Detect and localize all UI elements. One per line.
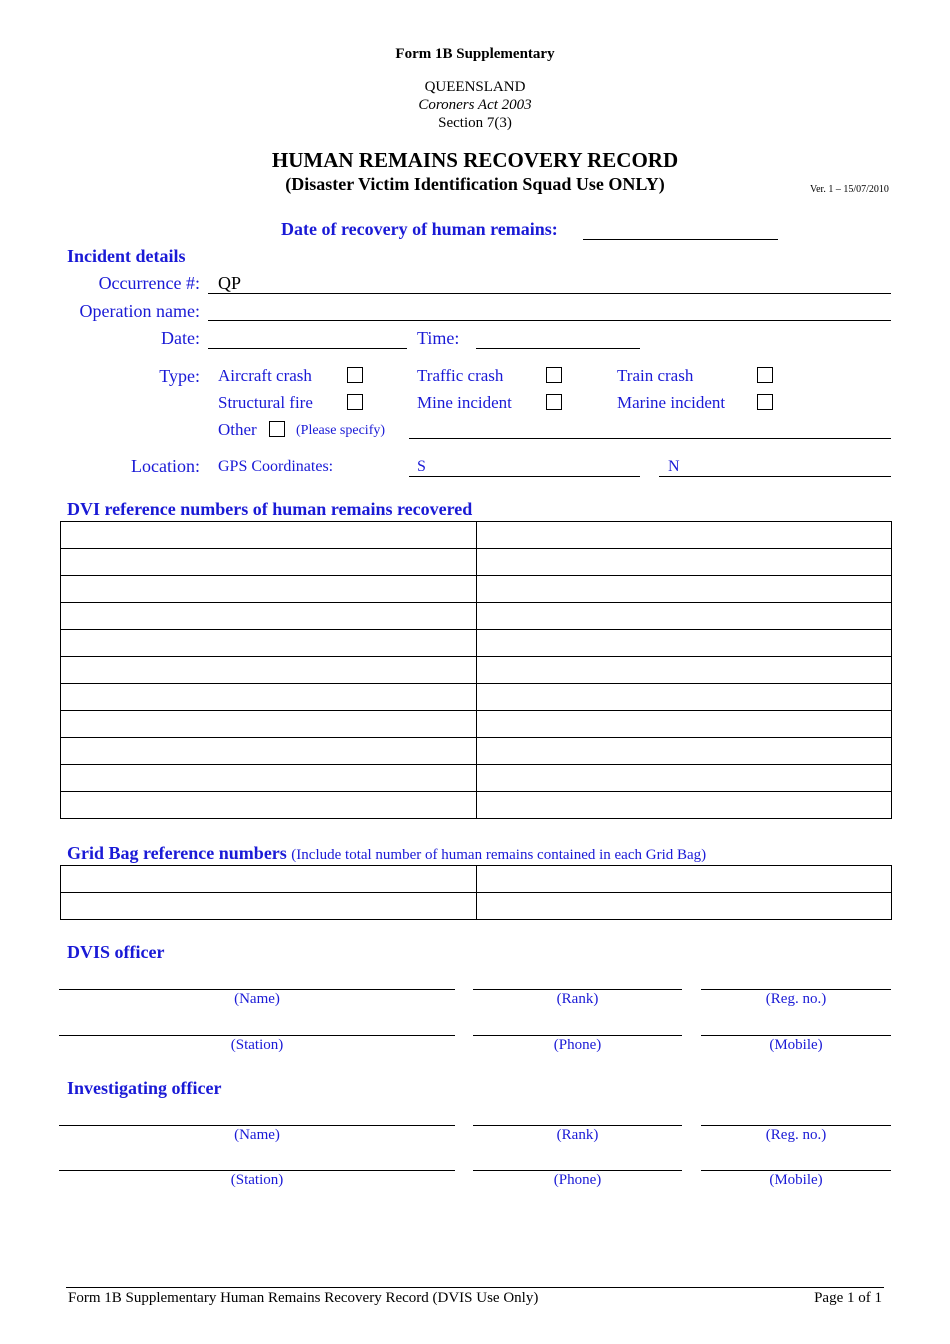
- grid-bag-row: [61, 893, 892, 920]
- type-aircraft-checkbox[interactable]: [347, 367, 363, 383]
- incident-details-heading: Incident details: [67, 246, 186, 266]
- gps-label: GPS Coordinates:: [218, 458, 334, 475]
- type-other-checkbox[interactable]: [269, 421, 285, 437]
- dvi-ref-row: [61, 630, 892, 657]
- dvi-ref-row: [61, 765, 892, 792]
- dvi-ref-cell[interactable]: [61, 738, 477, 765]
- type-marine-label: Marine incident: [617, 393, 726, 412]
- dvi-ref-cell[interactable]: [476, 522, 892, 549]
- section: Section 7(3): [438, 115, 512, 131]
- inv-rank-field[interactable]: [473, 1125, 682, 1126]
- footer-rule: [66, 1287, 884, 1288]
- dvi-ref-row: [61, 684, 892, 711]
- dvi-ref-row: [61, 657, 892, 684]
- date-label: Date:: [161, 328, 200, 348]
- dvi-ref-row: [61, 522, 892, 549]
- dvi-refs-table: [60, 521, 892, 819]
- grid-bag-heading: Grid Bag reference numbers: [67, 843, 287, 863]
- gps-n-field[interactable]: [659, 476, 891, 477]
- version-label: Ver. 1 – 15/07/2010: [810, 184, 889, 195]
- type-other-field[interactable]: [409, 438, 891, 439]
- page-subtitle: (Disaster Victim Identification Squad Use ONLY): [285, 174, 665, 194]
- dvi-ref-row: [61, 576, 892, 603]
- inv-mobile-caption: (Mobile): [769, 1172, 823, 1188]
- page-title: HUMAN REMAINS RECOVERY RECORD: [271, 148, 679, 172]
- dvi-ref-cell[interactable]: [61, 792, 477, 819]
- dvi-ref-cell[interactable]: [476, 711, 892, 738]
- form-id: Form 1B Supplementary: [395, 46, 555, 62]
- dvi-ref-cell[interactable]: [61, 549, 477, 576]
- dvis-phone-field[interactable]: [473, 1035, 682, 1036]
- inv-phone-caption: (Phone): [553, 1172, 602, 1188]
- dvis-rank-caption: (Rank): [556, 991, 599, 1007]
- inv-reg-field[interactable]: [701, 1125, 891, 1126]
- type-structural-label: Structural fire: [218, 393, 313, 412]
- type-label: Type:: [159, 366, 200, 386]
- dvis-mobile-field[interactable]: [701, 1035, 891, 1036]
- dvi-ref-row: [61, 603, 892, 630]
- inv-station-field[interactable]: [59, 1170, 455, 1171]
- dvis-phone-caption: (Phone): [553, 1037, 602, 1053]
- type-other-note: (Please specify): [296, 423, 386, 438]
- dvis-reg-field[interactable]: [701, 989, 891, 990]
- incident-date-field[interactable]: [208, 348, 407, 349]
- grid-bag-heading-line: [67, 843, 706, 864]
- operation-field[interactable]: [208, 320, 891, 321]
- inv-reg-caption: (Reg. no.): [765, 1127, 827, 1143]
- dvi-ref-cell[interactable]: [476, 603, 892, 630]
- type-traffic-checkbox[interactable]: [546, 367, 562, 383]
- dvi-refs-heading: DVI reference numbers of human remains recovered: [67, 499, 473, 519]
- grid-bag-row: [61, 866, 892, 893]
- inv-rank-caption: (Rank): [556, 1127, 599, 1143]
- investigating-officer-heading: Investigating officer: [67, 1078, 222, 1098]
- dvi-ref-cell[interactable]: [476, 630, 892, 657]
- dvi-ref-row: [61, 792, 892, 819]
- dvis-officer-heading: DVIS officer: [67, 942, 165, 962]
- dvis-mobile-caption: (Mobile): [769, 1037, 823, 1053]
- occurrence-prefix: QP: [218, 273, 242, 293]
- dvi-ref-row: [61, 549, 892, 576]
- recovery-date-field[interactable]: [583, 239, 778, 240]
- dvis-rank-field[interactable]: [473, 989, 682, 990]
- type-mine-label: Mine incident: [417, 393, 512, 412]
- grid-bag-cell[interactable]: [476, 893, 892, 920]
- dvi-ref-row: [61, 738, 892, 765]
- dvis-station-field[interactable]: [59, 1035, 455, 1036]
- dvi-ref-cell[interactable]: [61, 603, 477, 630]
- dvi-ref-cell[interactable]: [476, 765, 892, 792]
- time-label: Time:: [417, 328, 460, 348]
- dvi-ref-cell[interactable]: [61, 684, 477, 711]
- inv-phone-field[interactable]: [473, 1170, 682, 1171]
- occurrence-field[interactable]: [208, 293, 891, 294]
- dvi-ref-cell[interactable]: [476, 738, 892, 765]
- footer-left: Form 1B Supplementary Human Remains Recovery Record (DVIS Use Only): [68, 1290, 539, 1306]
- grid-bag-note: (Include total number of human remains contained in each Grid Bag): [291, 847, 707, 863]
- type-train-label: Train crash: [617, 366, 694, 385]
- inv-name-field[interactable]: [59, 1125, 455, 1126]
- type-structural-checkbox[interactable]: [347, 394, 363, 410]
- location-label: Location:: [131, 456, 200, 476]
- dvi-ref-cell[interactable]: [61, 576, 477, 603]
- dvi-ref-cell[interactable]: [61, 630, 477, 657]
- recovery-date-label: Date of recovery of human remains:: [281, 219, 558, 239]
- type-marine-checkbox[interactable]: [757, 394, 773, 410]
- occurrence-label: Occurrence #:: [98, 273, 200, 293]
- inv-mobile-field[interactable]: [701, 1170, 891, 1171]
- dvi-ref-cell[interactable]: [476, 549, 892, 576]
- dvis-station-caption: (Station): [230, 1037, 284, 1053]
- grid-bag-cell[interactable]: [476, 866, 892, 893]
- act: Coroners Act 2003: [418, 97, 532, 113]
- grid-bag-cell[interactable]: [61, 893, 477, 920]
- dvi-ref-cell[interactable]: [61, 711, 477, 738]
- dvi-ref-row: [61, 711, 892, 738]
- dvis-name-field[interactable]: [59, 989, 455, 990]
- dvi-ref-cell[interactable]: [61, 522, 477, 549]
- type-train-checkbox[interactable]: [757, 367, 773, 383]
- state: QUEENSLAND: [424, 79, 526, 95]
- inv-station-caption: (Station): [230, 1172, 284, 1188]
- dvi-ref-cell[interactable]: [61, 765, 477, 792]
- dvi-ref-cell[interactable]: [476, 792, 892, 819]
- type-traffic-label: Traffic crash: [417, 366, 504, 385]
- type-other-label: Other: [218, 420, 257, 439]
- dvis-name-caption: (Name): [234, 991, 280, 1007]
- type-aircraft-label: Aircraft crash: [218, 366, 312, 385]
- dvi-ref-cell[interactable]: [61, 657, 477, 684]
- inv-name-caption: (Name): [234, 1127, 280, 1143]
- footer-page: Page 1 of 1: [814, 1290, 882, 1306]
- grid-bag-cell[interactable]: [61, 866, 477, 893]
- dvi-ref-cell[interactable]: [476, 684, 892, 711]
- dvi-ref-cell[interactable]: [476, 576, 892, 603]
- operation-label: Operation name:: [79, 301, 200, 321]
- grid-bag-table: [60, 865, 892, 920]
- gps-s-label: S: [417, 458, 426, 475]
- dvis-reg-caption: (Reg. no.): [765, 991, 827, 1007]
- gps-n-label: N: [668, 458, 680, 475]
- gps-s-field[interactable]: [409, 476, 640, 477]
- incident-time-field[interactable]: [476, 348, 640, 349]
- type-mine-checkbox[interactable]: [546, 394, 562, 410]
- dvi-ref-cell[interactable]: [476, 657, 892, 684]
